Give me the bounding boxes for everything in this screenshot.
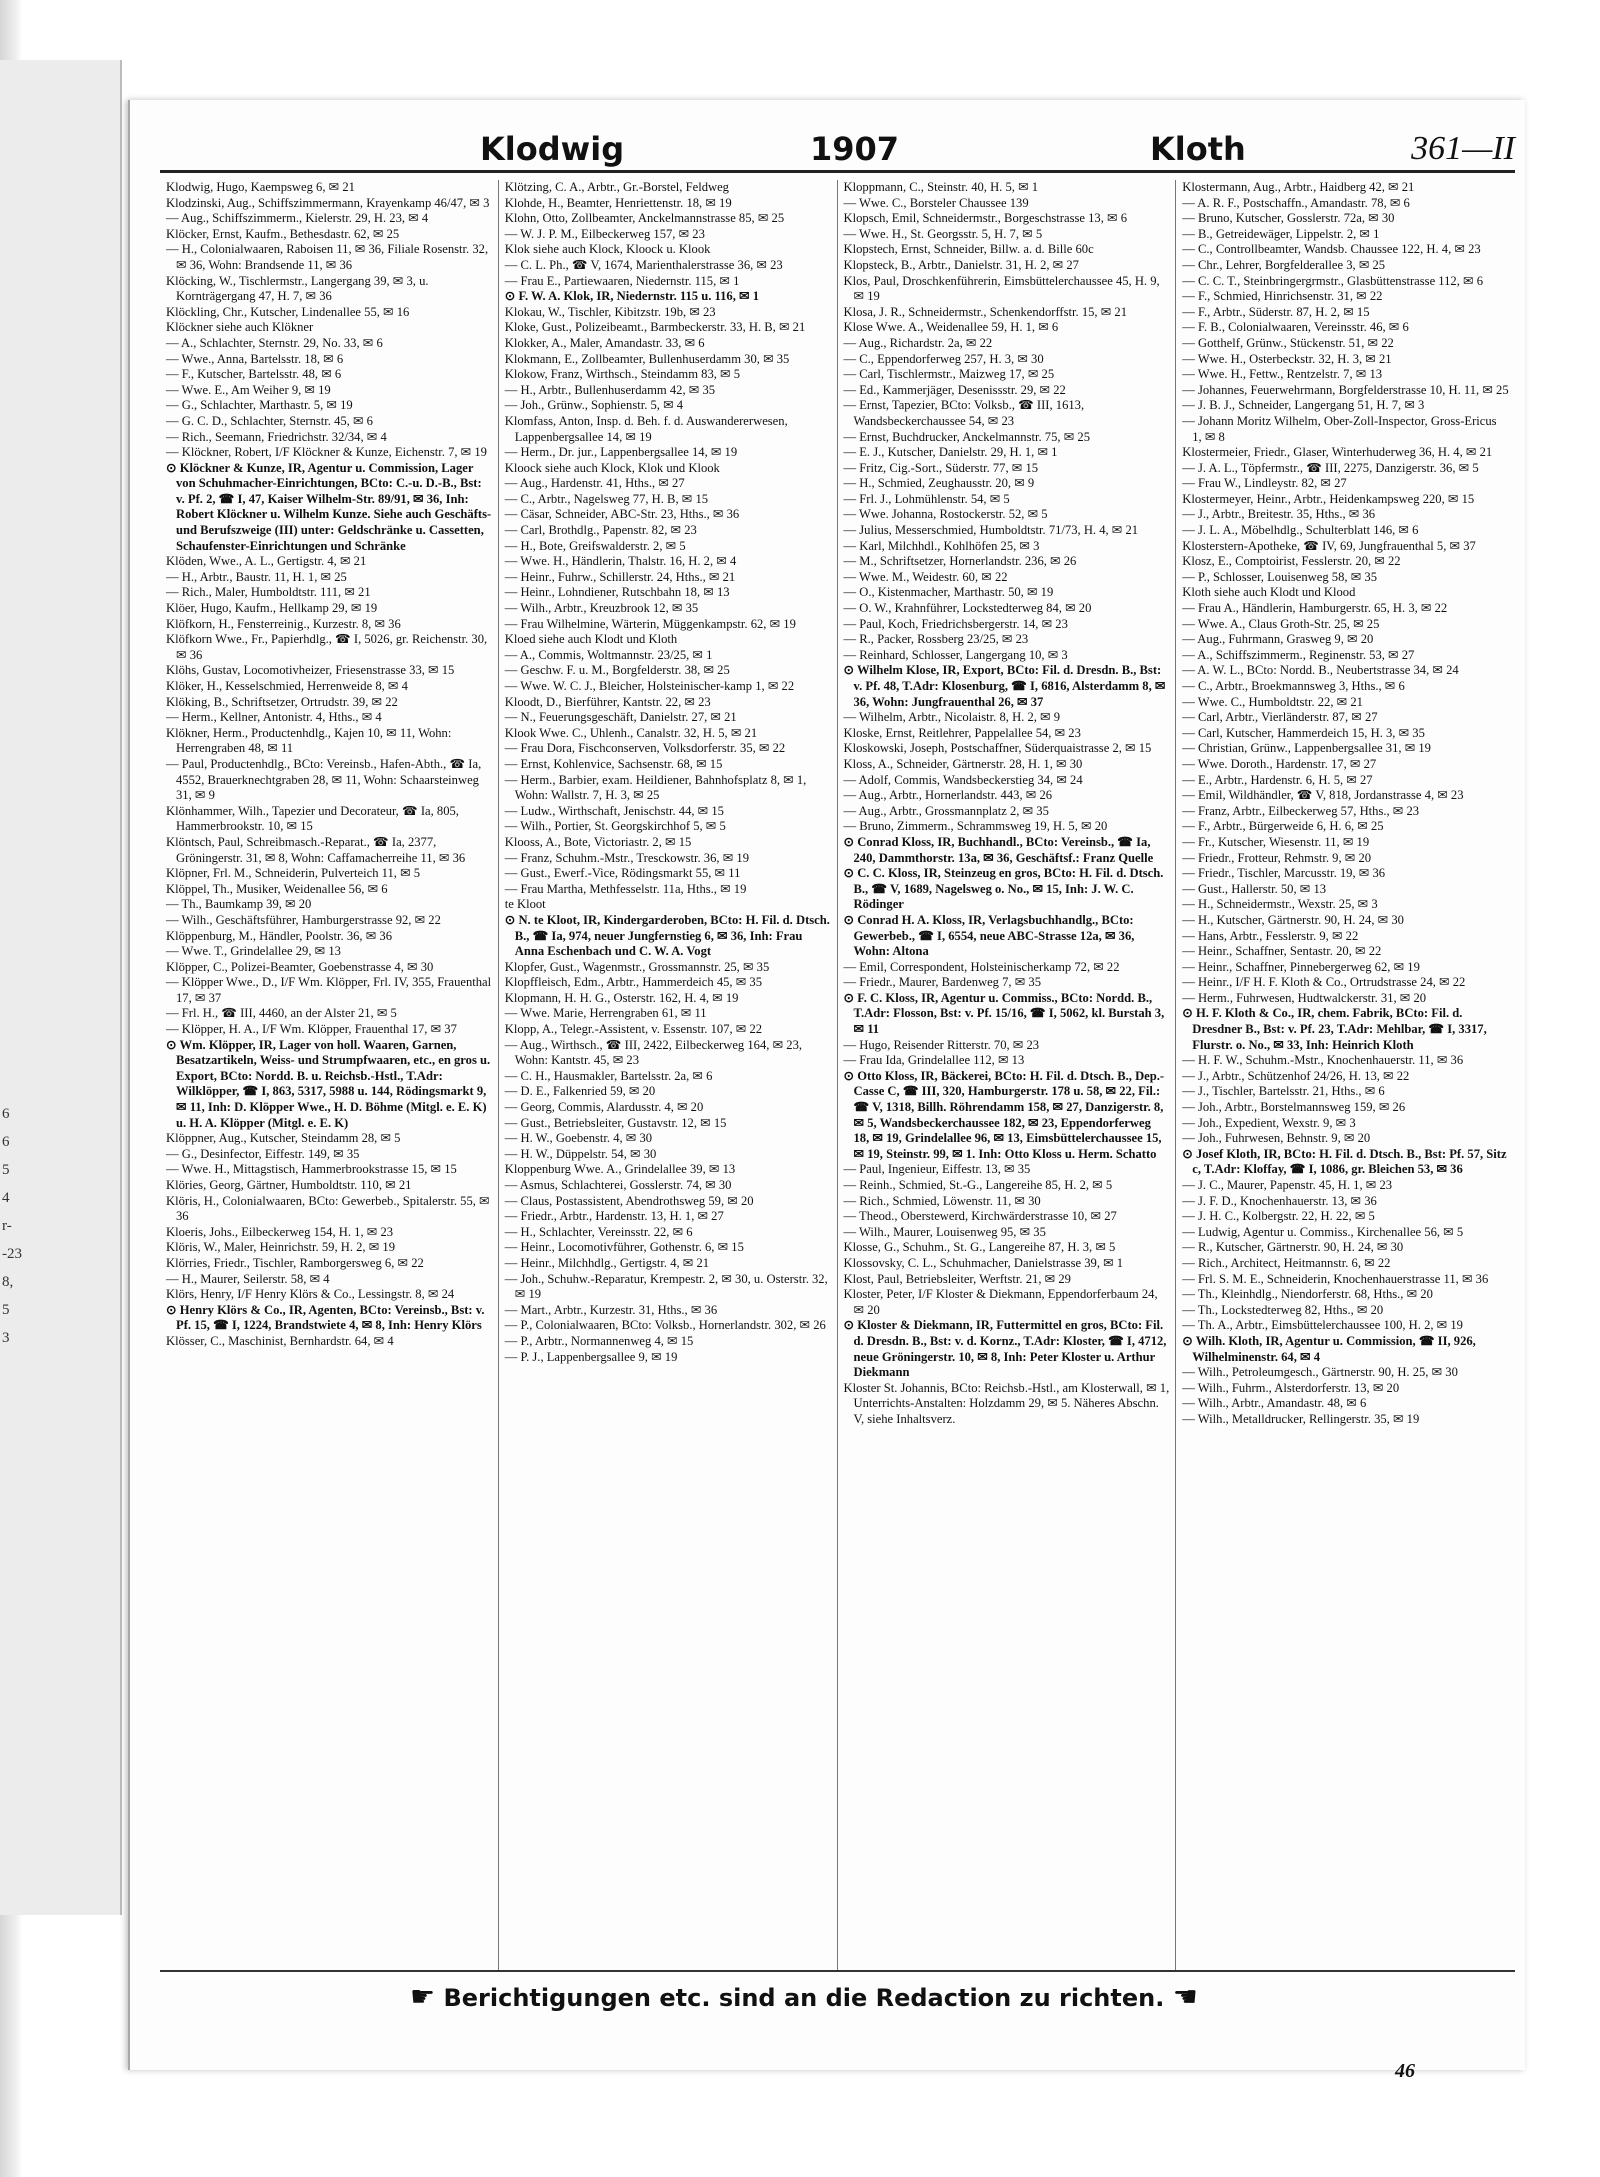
directory-entry: — Gust., Hallerstr. 50, ✉ 13 <box>1182 881 1327 896</box>
directory-entry: — Franz, Arbtr., Eilbeckerweg 57, Hths., ✉ 23 <box>1182 803 1420 818</box>
directory-entry: — A., Commis, Woltmannstr. 23/25, ✉ 1 <box>504 647 713 662</box>
margin-fragment: -23 <box>2 1246 22 1262</box>
directory-entry: Klöer, Hugo, Kaufm., Hellkamp 29, ✉ 19 <box>166 601 378 616</box>
directory-entry: — J. C., Maurer, Papenstr. 45, H. 1, ✉ 23 <box>1182 1178 1393 1192</box>
directory-entry: — Heinr., I/F H. F. Kloth & Co., Ortrudstrasse 24, ✉ 22 <box>1182 975 1466 990</box>
margin-fragment: 3 <box>2 1330 10 1346</box>
pointing-hand-left-icon: ☛ <box>410 1980 436 2013</box>
directory-entry: — M., Schriftsetzer, Hornerlandstr. 236, ✉ 26 <box>843 554 1077 569</box>
directory-entry: Klohde, H., Beamter, Henriettenstr. 18, ✉ 19 <box>504 195 732 210</box>
directory-entry: — H., Maurer, Seilerstr. 58, ✉ 4 <box>166 1271 330 1286</box>
directory-entry: — Wwe., Anna, Bartelsstr. 18, ✉ 6 <box>166 351 344 366</box>
directory-entry: ⊙ Kloster & Diekmann, IR, Futtermittel en gros, BCto: Fil. d. Dresdn. B., Bst: v. d. Kornz., T.Adr: Kloster, ☎ I, 4712, neue Gröningerstr. 10, ✉ 8, Inh: Peter Kloster u. Arthur Diekmann <box>843 1318 1167 1380</box>
directory-entry: — Wwe. H., Mittagstisch, Hammerbrookstrasse 15, ✉ 15 <box>166 1162 457 1177</box>
directory-entry: Klostermeier, Friedr., Glaser, Winterhuderweg 36, H. 4, ✉ 21 <box>1182 445 1493 460</box>
directory-entry: — H. F. W., Schuhm.-Mstr., Knochenhauerstr. 11, ✉ 36 <box>1182 1053 1464 1068</box>
directory-entry: — Th., Baumkamp 39, ✉ 20 <box>166 897 312 912</box>
header-right-guide-word: Kloth <box>1150 130 1246 168</box>
directory-entry: — J. L. A., Möbelhdlg., Schulterblatt 146, ✉ 6 <box>1182 523 1419 538</box>
directory-entry: — Asmus, Schlachterei, Gosslerstr. 74, ✉ 30 <box>504 1178 732 1192</box>
directory-entry: Kloskowski, Joseph, Postschaffner, Süderquaistrasse 2, ✉ 15 <box>843 741 1152 756</box>
directory-entry: — Paul, Koch, Friedrichsbergerstr. 14, ✉ 23 <box>843 616 1068 631</box>
directory-entry: — Frl. H., ☎ III, 4460, an der Alster 21, ✉ 5 <box>166 1006 397 1021</box>
directory-entry: — Wilhelm, Arbtr., Nicolaistr. 8, H. 2, ✉ 9 <box>843 710 1061 725</box>
margin-fragment: 6 <box>2 1106 10 1122</box>
directory-entry: — Wwe. H., St. Georgsstr. 5, H. 7, ✉ 5 <box>843 226 1043 241</box>
directory-entry: — Gust., Ewerf.-Vice, Rödingsmarkt 55, ✉ 11 <box>504 866 741 881</box>
directory-entry: — Carl, Kutscher, Hammerdeich 15, H. 3, ✉ 35 <box>1182 725 1425 740</box>
directory-entry: — H. W., Goebenstr. 4, ✉ 30 <box>504 1131 653 1146</box>
directory-entry: — Bruno, Zimmerm., Schrammsweg 19, H. 5, ✉ 20 <box>843 819 1108 834</box>
entry-columns <box>160 180 1515 1972</box>
directory-entry: — J., Tischler, Bartelsstr. 21, Hths., ✉ 6 <box>1182 1084 1385 1099</box>
directory-entry: — J. A. L., Töpfermstr., ☎ III, 2275, Danzigerstr. 36, ✉ 5 <box>1182 460 1479 475</box>
directory-entry: — Aug., Fuhrmann, Grasweg 9, ✉ 20 <box>1182 632 1374 647</box>
directory-entry: Klopsch, Emil, Schneidermstr., Borgeschstrasse 13, ✉ 6 <box>843 211 1128 226</box>
directory-entry: ⊙ F. W. A. Klok, IR, Niedernstr. 115 u. 116, ✉ 1 <box>504 289 760 304</box>
directory-entry: — C. C. T., Steinbringergrmstr., Glasbüttenstrasse 112, ✉ 6 <box>1182 273 1484 288</box>
directory-entry: — Ludw., Wirthschaft, Jenischstr. 44, ✉ 15 <box>504 803 724 818</box>
directory-entry: — F., Kutscher, Bartelsstr. 48, ✉ 6 <box>166 367 342 382</box>
header-left-guide-word: Klodwig <box>480 130 625 168</box>
directory-entry: — Aug., Arbtr., Hornerlandstr. 443, ✉ 26 <box>843 788 1053 803</box>
directory-entry: — Emil, Wildhändler, ☎ V, 818, Jordanstrasse 4, ✉ 23 <box>1182 788 1464 803</box>
directory-entry: Klokau, W., Tischler, Kibitzstr. 19b, ✉ 23 <box>504 304 716 319</box>
directory-entry: — Wwe. M., Weidestr. 60, ✉ 22 <box>843 569 1008 584</box>
directory-entry: — Aug., Richardstr. 2a, ✉ 22 <box>843 335 993 350</box>
directory-entry: — Rich., Maler, Humboldtstr. 111, ✉ 21 <box>166 585 371 600</box>
directory-entry: — Paul, Productenhdlg., BCto: Vereinsb., Hafen-Abth., ☎ Ia, 4552, Brauerknechtgraben 28, ✉ 11, Wohn: Schaarsteinweg 31, ✉ 9 <box>166 756 482 803</box>
directory-entry: Klohn, Otto, Zollbeamter, Anckelmannstrasse 85, ✉ 25 <box>504 211 785 226</box>
footer-notice-text: Berichtigungen etc. sind an die Redaction zu richten. <box>443 1984 1165 2012</box>
directory-entry: ⊙ F. C. Kloss, IR, Agentur u. Commiss., BCto: Nordd. B., T.Adr: Flosson, Bst: v. Pf. 15/16, ☎ I, 5062, kl. Burstah 3, ✉ 11 <box>843 990 1165 1037</box>
directory-entry: — Mart., Arbtr., Kurzestr. 31, Hths., ✉ 36 <box>504 1302 718 1317</box>
directory-entry: ⊙ Klöckner & Kunze, IR, Agentur u. Commission, Lager von Schuhmacher-Einrichtungen, BCto: C.-u. D.-B., Bst: v. Pf. 2, ☎ I, 47, Kaiser Wilhelm-Str. 89/91, ✉ 36, Inh: Robert Klöckner u. Wilhelm Kunze. Siehe auch Geschäfts- und Berufszweige (III) unter: Geldschränke u. Cassetten, Schaufenster-Einrichtungen und Schränke <box>166 460 492 553</box>
directory-entry: — H., Schlachter, Vereinsstr. 22, ✉ 6 <box>504 1224 693 1239</box>
directory-entry: — Friedr., Arbtr., Hardenstr. 13, H. 1, ✉ 27 <box>504 1209 724 1224</box>
directory-entry: — Heinr., Locomotivführer, Gothenstr. 6, ✉ 15 <box>504 1240 744 1255</box>
directory-entry: — Friedr., Tischler, Marcusstr. 19, ✉ 36 <box>1182 866 1386 881</box>
directory-entry: — H., Arbtr., Bullenhuserdamm 42, ✉ 35 <box>504 382 716 397</box>
directory-entry: — Joh., Grünw., Sophienstr. 5, ✉ 4 <box>504 398 684 413</box>
directory-entry: — H., Arbtr., Baustr. 11, H. 1, ✉ 25 <box>166 569 347 584</box>
directory-entry: Klöcking, W., Tischlermstr., Langergang 39, ✉ 3, u. Kornträgergang 47, H. 7, ✉ 36 <box>166 273 429 304</box>
directory-entry: Klomfass, Anton, Insp. d. Beh. f. d. Auswandererwesen, Lappenbergsallee 14, ✉ 19 <box>504 413 788 444</box>
directory-entry: Klos, Paul, Droschkenführerin, Eimsbüttelerchaussee 45, H. 9, ✉ 19 <box>843 273 1160 304</box>
directory-entry: — Joh., Arbtr., Borstelmannsweg 159, ✉ 26 <box>1182 1100 1406 1115</box>
directory-entry: Klook Wwe. C., Uhlenh., Canalstr. 32, H. 5, ✉ 21 <box>504 725 758 740</box>
directory-entry: — Wilh., Arbtr., Amandastr. 48, ✉ 6 <box>1182 1396 1367 1411</box>
directory-entry: — Wilh., Arbtr., Kreuzbrook 12, ✉ 35 <box>504 601 699 616</box>
directory-entry: Kloppenburg Wwe. A., Grindelallee 39, ✉ 13 <box>504 1162 736 1177</box>
margin-fragment: 5 <box>2 1302 10 1318</box>
directory-entry: — C. L. Ph., ☎ V, 1674, Marienthalerstrasse 36, ✉ 23 <box>504 257 783 272</box>
directory-entry: — F., Schmied, Hinrichsenstr. 31, ✉ 22 <box>1182 289 1383 304</box>
directory-entry: — C., Arbtr., Broekmannsweg 3, Hths., ✉ 6 <box>1182 679 1405 693</box>
directory-entry: — D. E., Falkenried 59, ✉ 20 <box>504 1084 656 1099</box>
directory-entry: — Heinr., Milchhdlg., Gertigstr. 4, ✉ 21 <box>504 1255 710 1270</box>
margin-fragment: 5 <box>2 1162 10 1178</box>
directory-entry: — C., Controllbeamter, Wandsb. Chaussee 122, H. 4, ✉ 23 <box>1182 242 1481 257</box>
directory-entry: — J., Arbtr., Schützenhof 24/26, H. 13, ✉ 22 <box>1182 1068 1410 1083</box>
directory-entry: — Wwe. Marie, Herrengraben 61, ✉ 11 <box>504 1006 707 1021</box>
directory-entry: — E. J., Kutscher, Danielstr. 29, H. 1, ✉ 1 <box>843 445 1058 460</box>
directory-entry: Klosz, E., Comptoirist, Fesslerstr. 20, ✉ 22 <box>1182 554 1401 569</box>
directory-entry: — Wwe. T., Grindelallee 29, ✉ 13 <box>166 944 341 959</box>
directory-entry: Klöker, H., Kesselschmied, Herrenweide 8, ✉ 4 <box>166 679 408 693</box>
header-year: 1907 <box>810 130 900 168</box>
directory-entry: — Aug., Arbtr., Grossmannplatz 2, ✉ 35 <box>843 803 1049 818</box>
directory-entry: — Wwe. E., Am Weiher 9, ✉ 19 <box>166 382 331 397</box>
directory-entry: Klöppner, Aug., Kutscher, Steindamm 28, ✉ 5 <box>166 1131 401 1146</box>
directory-entry: — Karl, Milchhdl., Kohlhöfen 25, ✉ 3 <box>843 538 1040 553</box>
directory-entry: — G. C. D., Schlachter, Sternstr. 45, ✉ 6 <box>166 413 373 428</box>
directory-entry: Klostermann, Aug., Arbtr., Haidberg 42, ✉ 21 <box>1182 180 1415 194</box>
directory-entry: — Ernst, Buchdrucker, Anckelmannstr. 75, ✉ 25 <box>843 429 1090 444</box>
pointing-hand-right-icon: ☚ <box>1172 1980 1198 2013</box>
directory-entry: Klöppel, Th., Musiker, Weidenallee 56, ✉ 6 <box>166 881 388 896</box>
directory-entry: — Wilh., Geschäftsführer, Hamburgerstrasse 92, ✉ 22 <box>166 912 441 927</box>
directory-entry: — Reinhard, Schlosser, Langergang 10, ✉ 3 <box>843 647 1068 662</box>
directory-entry: — Joh., Expedient, Wexstr. 9, ✉ 3 <box>1182 1115 1356 1130</box>
directory-entry: — Wilh., Metalldrucker, Rellingerstr. 35, ✉ 19 <box>1182 1411 1420 1426</box>
directory-entry: — Frau A., Händlerin, Hamburgerstr. 65, H. 3, ✉ 22 <box>1182 601 1448 616</box>
directory-entry: — Wilh., Portier, St. Georgskirchhof 5, ✉ 5 <box>504 819 726 834</box>
directory-entry: ⊙ Wilhelm Klose, IR, Export, BCto: Fil. d. Dresdn. B., Bst: v. Pf. 48, T.Adr: Klosenburg, ☎ I, 6816, Alsterdamm 8, ✉ 36, Wohn: Jungfrauenthal 26, ✉ 37 <box>843 663 1166 709</box>
directory-entry: Klost, Paul, Betriebsleiter, Werftstr. 21, ✉ 29 <box>843 1271 1071 1286</box>
directory-entry: — Heinr., Lohndiener, Rutschbahn 18, ✉ 13 <box>504 585 730 600</box>
directory-entry: — Th. A., Arbtr., Eimsbüttelerchaussee 100, H. 2, ✉ 19 <box>1182 1318 1463 1333</box>
directory-entry: — Hugo, Reisender Ritterstr. 70, ✉ 23 <box>843 1037 1040 1052</box>
directory-entry: — J. B. J., Schneider, Langergang 51, H. 7, ✉ 3 <box>1182 398 1425 413</box>
directory-entry: Klodwig, Hugo, Kaempsweg 6, ✉ 21 <box>166 180 355 194</box>
directory-entry: Klokow, Franz, Wirthsch., Steindamm 83, ✉ 5 <box>504 367 741 382</box>
margin-fragment: 4 <box>2 1190 10 1206</box>
directory-entry: — H., Schmied, Zeughausstr. 20, ✉ 9 <box>843 476 1035 491</box>
directory-entry: — R., Kutscher, Gärtnerstr. 90, H. 24, ✉ 30 <box>1182 1240 1404 1255</box>
directory-entry: — J. H. C., Kolbergstr. 22, H. 22, ✉ 5 <box>1182 1209 1375 1224</box>
directory-entry: ⊙ Conrad H. A. Kloss, IR, Verlagsbuchhandlg., BCto: Gewerbeb., ☎ I, 6554, neue ABC-Strasse 12a, ✉ 36, Wohn: Altona <box>843 912 1135 959</box>
directory-entry: — Th., Kleinhdlg., Niendorferstr. 68, Hths., ✉ 20 <box>1182 1287 1433 1302</box>
directory-entry: Klörries, Friedr., Tischler, Ramborgersweg 6, ✉ 22 <box>166 1255 424 1270</box>
directory-entry: Klopffleisch, Edm., Arbtr., Hammerdeich 45, ✉ 35 <box>504 975 762 990</box>
directory-entry: Klosterstern-Apotheke, ☎ IV, 69, Jungfrauenthal 5, ✉ 37 <box>1182 538 1476 553</box>
directory-entry: — Christian, Grünw., Lappenbergsallee 31, ✉ 19 <box>1182 741 1431 756</box>
directory-entry: — A. W. L., BCto: Nordd. B., Neubertstrasse 34, ✉ 24 <box>1182 663 1459 678</box>
directory-entry: Kloeris, Johs., Eilbeckerweg 154, H. 1, ✉ 23 <box>166 1224 394 1239</box>
margin-fragment: 6 <box>2 1134 10 1150</box>
directory-entry: — Gotthelf, Grünw., Stückenstr. 51, ✉ 22 <box>1182 335 1394 350</box>
margin-fragment: r- <box>2 1218 12 1234</box>
directory-entry: — F., Arbtr., Süderstr. 87, H. 2, ✉ 15 <box>1182 304 1370 319</box>
previous-page-edge <box>0 60 122 1915</box>
directory-entry: — Herm., Dr. jur., Lappenbergsallee 14, ✉ 19 <box>504 445 738 460</box>
directory-entry: — Johannes, Feuerwehrmann, Borgfelderstrasse 10, H. 11, ✉ 25 <box>1182 382 1509 397</box>
directory-entry: ⊙ H. F. Kloth & Co., IR, chem. Fabrik, BCto: Fil. d. Dresdner B., Bst: v. Pf. 23, T.Adr: Mehlbar, ☎ I, 3317, Flurstr. o. No., ✉ 33, Inh: Heinrich Kloth <box>1182 1006 1487 1052</box>
directory-entry: — H. W., Düppelstr. 54, ✉ 30 <box>504 1146 657 1161</box>
directory-entry: Klosse, G., Schuhm., St. G., Langereihe 87, H. 3, ✉ 5 <box>843 1240 1116 1255</box>
directory-entry: — F., Arbtr., Bürgerweide 6, H. 6, ✉ 25 <box>1182 819 1384 834</box>
directory-entry: Klöries, Georg, Gärtner, Humboldtstr. 110, ✉ 21 <box>166 1178 412 1192</box>
directory-entry: — H., Bote, Greifswalderstr. 2, ✉ 5 <box>504 538 686 553</box>
directory-entry: Klörs, Henry, I/F Henry Klörs & Co., Lessingstr. 8, ✉ 24 <box>166 1287 455 1302</box>
directory-entry: Klöppenburg, M., Händler, Poolstr. 36, ✉ 36 <box>166 928 392 943</box>
directory-entry: Klopmann, H. H. G., Osterstr. 162, H. 4, ✉ 19 <box>504 990 739 1005</box>
directory-entry: — E., Arbtr., Hardenstr. 6, H. 5, ✉ 27 <box>1182 772 1373 787</box>
directory-entry: — Wwe. H., Fettw., Rentzelstr. 7, ✉ 13 <box>1182 367 1383 382</box>
directory-entry: — Wilh., Fuhrm., Alsterdorferstr. 13, ✉ 20 <box>1182 1380 1400 1395</box>
directory-entry: Klöris, W., Maler, Heinrichstr. 59, H. 2, ✉ 19 <box>166 1240 396 1255</box>
directory-entry: — C., Arbtr., Nagelsweg 77, H. B, ✉ 15 <box>504 491 709 506</box>
directory-entry: — Friedr., Maurer, Bardenweg 7, ✉ 35 <box>843 975 1042 990</box>
previous-page-fragments <box>2 1100 22 1352</box>
directory-entry: Klöris, H., Colonialwaaren, BCto: Gewerbeb., Spitalerstr. 55, ✉ 36 <box>166 1193 490 1224</box>
directory-entry: Kloth siehe auch Klodt und Klood <box>1182 585 1356 600</box>
running-header <box>160 130 1515 173</box>
directory-entry: — G., Schlachter, Marthastr. 5, ✉ 19 <box>166 398 353 413</box>
directory-entry: — Ernst, Tapezier, BCto: Volksb., ☎ III, 1613, Wandsbeckerchaussee 54, ✉ 23 <box>843 398 1085 428</box>
directory-entry: — O., Kistenmacher, Marthastr. 50, ✉ 19 <box>843 585 1054 600</box>
directory-entry: — G., Desinfector, Eiffestr. 149, ✉ 35 <box>166 1146 360 1161</box>
directory-entry: — Ernst, Kohlenvice, Sachsenstr. 68, ✉ 15 <box>504 756 723 771</box>
directory-entry: Klossovsky, C. L., Schuhmacher, Danielstrasse 39, ✉ 1 <box>843 1255 1124 1270</box>
directory-entry: Klose Wwe. A., Weidenallee 59, H. 1, ✉ 6 <box>843 320 1059 335</box>
column-3 <box>838 180 1177 1970</box>
directory-entry: — Carl, Brothdlg., Papenstr. 82, ✉ 23 <box>504 523 697 538</box>
directory-entry: Klöfkorn Wwe., Fr., Papierhdlg., ☎ I, 5026, gr. Reichenstr. 30, ✉ 36 <box>166 632 488 662</box>
directory-entry: — Wwe. A., Claus Groth-Str. 25, ✉ 25 <box>1182 616 1380 631</box>
directory-entry: — Frau Wilhelmine, Wärterin, Müggenkampstr. 62, ✉ 19 <box>504 616 796 631</box>
directory-entry: — Frau Martha, Methfesselstr. 11a, Hths., ✉ 19 <box>504 881 747 896</box>
directory-entry: — Herm., Barbier, exam. Heildiener, Bahnhofsplatz 8, ✉ 1, Wohn: Wallstr. 7, H. 3, ✉ 25 <box>504 772 807 803</box>
directory-entry: — Ed., Kammerjäger, Desenissstr. 29, ✉ 22 <box>843 382 1066 397</box>
directory-entry: — B., Getreidewäger, Lippelstr. 2, ✉ 1 <box>1182 226 1380 241</box>
directory-entry: ⊙ C. C. Kloss, IR, Steinzeug en gros, BCto: H. Fil. d. Dtsch. B., ☎ V, 1689, Nagelsweg o. No., ✉ 15, Inh: J. W. C. Rödinger <box>843 866 1164 912</box>
directory-entry: — F. B., Colonialwaaren, Vereinsstr. 46, ✉ 6 <box>1182 320 1409 335</box>
directory-entry: — Klöpper, H. A., I/F Wm. Klöpper, Frauenthal 17, ✉ 37 <box>166 1022 457 1037</box>
directory-entry: — P., Schlosser, Louisenweg 58, ✉ 35 <box>1182 569 1377 584</box>
directory-entry: Klopp, A., Telegr.-Assistent, v. Essenstr. 107, ✉ 22 <box>504 1022 763 1037</box>
directory-entry: — O. W., Krahnführer, Lockstedterweg 84, ✉ 20 <box>843 601 1092 616</box>
directory-entry: — Theod., Oberstewerd, Kirchwärderstrasse 10, ✉ 27 <box>843 1209 1117 1224</box>
directory-entry: Klooss, A., Bote, Victoriastr. 2, ✉ 15 <box>504 834 692 849</box>
margin-fragment: 8, <box>2 1274 14 1290</box>
directory-entry: — Wwe. Doroth., Hardenstr. 17, ✉ 27 <box>1182 756 1377 771</box>
directory-entry: — A. R. F., Postschaffn., Amandastr. 78, ✉ 6 <box>1182 195 1410 210</box>
column-1 <box>160 180 499 1970</box>
directory-entry: — Rich., Architect, Heitmannstr. 6, ✉ 22 <box>1182 1255 1391 1270</box>
directory-entry: — Hans, Arbtr., Fesslerstr. 9, ✉ 22 <box>1182 928 1359 943</box>
directory-entry: — Frl. S. M. E., Schneiderin, Knochenhauerstrasse 11, ✉ 36 <box>1182 1271 1489 1286</box>
directory-entry: Kloster St. Johannis, BCto: Reichsb.-Hstl., am Klosterwall, ✉ 1, Unterrichts-Anstalten: Holzdamm 29, ✉ 5. Näheres Abschn. V, siehe Inhaltsverz. <box>843 1380 1170 1426</box>
directory-entry: — Fritz, Cig.-Sort., Süderstr. 77, ✉ 15 <box>843 460 1039 475</box>
directory-entry: — Wwe. H., Osterbeckstr. 32, H. 3, ✉ 21 <box>1182 351 1392 366</box>
directory-entry: — P., Arbtr., Normannenweg 4, ✉ 15 <box>504 1333 694 1348</box>
directory-entry: Klöden, Wwe., A. L., Gertigstr. 4, ✉ 21 <box>166 554 367 569</box>
directory-entry: — Julius, Messerschmied, Humboldtstr. 71/73, H. 4, ✉ 21 <box>843 523 1139 538</box>
directory-entry: — R., Packer, Rossberg 23/25, ✉ 23 <box>843 632 1029 647</box>
directory-entry: — Frau E., Partiewaaren, Niedernstr. 115, ✉ 1 <box>504 273 740 288</box>
directory-entry: — Frau Dora, Fischconserven, Volksdorferstr. 35, ✉ 22 <box>504 741 786 756</box>
directory-entry: — Gust., Betriebsleiter, Gustavstr. 12, ✉ 15 <box>504 1115 727 1130</box>
directory-entry: Klopstech, Ernst, Schneider, Billw. a. d. Bille 60c <box>843 242 1094 257</box>
directory-entry: — J. F. D., Knochenhauerstr. 13, ✉ 36 <box>1182 1193 1377 1208</box>
directory-entry: Klöpner, Frl. M., Schneiderin, Pulverteich 11, ✉ 5 <box>166 866 421 881</box>
directory-entry: — W. J. P. M., Eilbeckerweg 157, ✉ 23 <box>504 226 705 241</box>
directory-entry: — Klöckner, Robert, I/F Klöckner & Kunze, Eichenstr. 7, ✉ 19 <box>166 445 487 460</box>
directory-entry: — Paul, Ingenieur, Eiffestr. 13, ✉ 35 <box>843 1162 1031 1177</box>
directory-entry: — Herm., Fuhrwesen, Hudtwalckerstr. 31, ✉ 20 <box>1182 990 1427 1005</box>
directory-entry: — Klöpper Wwe., D., I/F Wm. Klöpper, Frl. IV, 355, Frauenthal 17, ✉ 37 <box>166 975 492 1005</box>
directory-entry: — Heinr., Schaffner, Pinnebergerweg 62, ✉ 19 <box>1182 959 1420 974</box>
directory-entry: Kloppmann, C., Steinstr. 40, H. 5, ✉ 1 <box>843 180 1039 194</box>
directory-entry: — Johann Moritz Wilhelm, Ober-Zoll-Inspector, Gross-Ericus 1, ✉ 8 <box>1182 413 1497 444</box>
directory-entry: — Aug., Hardenstr. 41, Hths., ✉ 27 <box>504 476 685 491</box>
directory-entry: — Wwe. C., Borsteler Chaussee 139 <box>843 195 1029 210</box>
directory-entry: — Wwe. Johanna, Rostockerstr. 52, ✉ 5 <box>843 507 1048 522</box>
directory-entry: — Wilh., Maurer, Louisenweg 95, ✉ 35 <box>843 1224 1046 1239</box>
directory-entry: Klöking, B., Schriftsetzer, Ortrudstr. 39, ✉ 22 <box>166 694 398 709</box>
directory-entry: — Franz, Schuhm.-Mstr., Tresckowstr. 36, ✉ 19 <box>504 850 749 865</box>
directory-entry: — Friedr., Frotteur, Rehmstr. 9, ✉ 20 <box>1182 850 1372 865</box>
directory-entry: — J., Arbtr., Breitestr. 35, Hths., ✉ 36 <box>1182 507 1376 522</box>
directory-entry: — Aug., Schiffszimmerm., Kielerstr. 29, H. 23, ✉ 4 <box>166 211 429 226</box>
directory-entry: ⊙ Wm. Klöpper, IR, Lager von holl. Waaren, Garnen, Besatzartikeln, Weiss- und Strumpfwaaren, etc., en gros u. Export, BCto: Nordd. B. u. Reichsb.-Hstl., T.Adr: Wilklöpper, ☎ I, 863, 5317, 5988 u. 144, Rödingsmarkt 9, ✉ 11, Inh: D. Klöpper Wwe., H. D. Böhme (Mitgl. e. E. K) u. H. A. Klöpper (Mitgl. e. E. K) <box>166 1037 491 1130</box>
directory-entry: Klodzinski, Aug., Schiffszimmermann, Krayenkamp 46/47, ✉ 3 <box>166 195 490 210</box>
directory-entry: — Frau Ida, Grindelallee 112, ✉ 13 <box>843 1053 1025 1068</box>
directory-entry: — Joh., Schuhw.-Reparatur, Krempestr. 2, ✉ 30, u. Osterstr. 32, ✉ 19 <box>504 1271 828 1302</box>
directory-entry: Klökner, Herm., Productenhdlg., Kajen 10, ✉ 11, Wohn: Herrengraben 48, ✉ 11 <box>166 725 452 756</box>
directory-page <box>128 100 1525 2082</box>
directory-entry: — Reinh., Schmied, St.-G., Langereihe 85, H. 2, ✉ 5 <box>843 1178 1113 1192</box>
directory-entry: — Heinr., Schaffner, Sentastr. 20, ✉ 22 <box>1182 944 1382 959</box>
directory-entry: ⊙ Conrad Kloss, IR, Buchhandl., BCto: Vereinsb., ☎ Ia, 240, Dammthorstr. 13a, ✉ 36, Geschäftsf.: Franz Quelle <box>843 834 1154 865</box>
directory-entry: — H., Kutscher, Gärtnerstr. 90, H. 24, ✉ 30 <box>1182 912 1404 927</box>
directory-entry: — Herm., Kellner, Antonistr. 4, Hths., ✉ 4 <box>166 710 382 725</box>
directory-entry: Klöhs, Gustav, Locomotivheizer, Friesenstrasse 33, ✉ 15 <box>166 663 455 678</box>
directory-entry: — Rich., Seemann, Friedrichstr. 32/34, ✉ 4 <box>166 429 387 444</box>
directory-entry: ⊙ Henry Klörs & Co., IR, Agenten, BCto: Vereinsb., Bst: v. Pf. 15, ☎ I, 1224, Brandstwiete 4, ✉ 8, Inh: Henry Klörs <box>166 1302 485 1333</box>
directory-entry: Klöntsch, Paul, Schreibmasch.-Reparat., ☎ Ia, 2377, Gröningerstr. 31, ✉ 8, Wohn: Caffamacherreihe 11, ✉ 36 <box>166 834 466 865</box>
directory-entry: — C. H., Hausmakler, Bartelsstr. 2a, ✉ 6 <box>504 1068 713 1083</box>
directory-entry: Klöpper, C., Polizei-Beamter, Goebenstrasse 4, ✉ 30 <box>166 959 434 974</box>
directory-entry: ⊙ Wilh. Kloth, IR, Agentur u. Commission, ☎ II, 926, Wilhelminenstr. 64, ✉ 4 <box>1182 1333 1476 1364</box>
directory-entry: te Kloot <box>504 897 546 912</box>
directory-entry: ⊙ Josef Kloth, IR, BCto: H. Fil. d. Dtsch. B., Bst: Pf. 57, Sitz c, T.Adr: Kloffay, ☎ I, 1086, gr. Bleichen 53, ✉ 36 <box>1182 1146 1507 1177</box>
directory-entry: — A., Schiffszimmerm., Reginenstr. 53, ✉ 27 <box>1182 647 1415 662</box>
footer-notice <box>410 1980 1198 2013</box>
directory-entry: Kloske, Ernst, Reitlehrer, Pappelallee 54, ✉ 23 <box>843 725 1081 740</box>
directory-entry: — Fr., Kutscher, Wiesenstr. 11, ✉ 19 <box>1182 834 1370 849</box>
directory-entry: — Heinr., Fuhrw., Schillerstr. 24, Hths., ✉ 21 <box>504 569 736 584</box>
directory-entry: Klöfkorn, H., Fensterreinig., Kurzestr. 8, ✉ 36 <box>166 616 401 631</box>
sheet-number: 46 <box>1395 2060 1415 2082</box>
directory-entry: — Claus, Postassistent, Abendrothsweg 59, ✉ 20 <box>504 1193 754 1208</box>
directory-entry: — Adolf, Commis, Wandsbeckerstieg 34, ✉ 24 <box>843 772 1083 787</box>
directory-entry: ⊙ N. te Kloot, IR, Kindergarderoben, BCto: H. Fil. d. Dtsch. B., ☎ Ia, 974, neuer Jungfernstieg 6, ✉ 36, Inh: Frau Anna Eschenbach und C. W. A. Vogt <box>504 912 830 959</box>
directory-entry: Klopfer, Gust., Wagenmstr., Grossmannstr. 25, ✉ 35 <box>504 959 770 974</box>
directory-entry: Klokker, A., Maler, Amandastr. 33, ✉ 6 <box>504 335 705 350</box>
directory-entry: Klösser, C., Maschinist, Bernhardstr. 64, ✉ 4 <box>166 1333 394 1348</box>
column-2 <box>499 180 838 1970</box>
directory-entry: — Wwe. C., Humboldtstr. 22, ✉ 21 <box>1182 694 1363 709</box>
directory-entry: Kloock siehe auch Klock, Klok und Klook <box>504 460 720 475</box>
directory-entry: — Ludwig, Agentur u. Commiss., Kirchenallee 56, ✉ 5 <box>1182 1224 1464 1239</box>
directory-entry: Klöckner siehe auch Klökner <box>166 320 314 335</box>
directory-entry: — Emil, Correspondent, Holsteinischerkamp 72, ✉ 22 <box>843 959 1120 974</box>
directory-entry: Klostermeyer, Heinr., Arbtr., Heidenkampsweg 220, ✉ 15 <box>1182 491 1475 506</box>
directory-entry: — Wilh., Petroleumgesch., Gärtnerstr. 90, H. 25, ✉ 30 <box>1182 1365 1458 1380</box>
directory-entry: Kloodt, D., Bierführer, Kantstr. 22, ✉ 23 <box>504 694 711 709</box>
directory-entry: — Frau W., Lindleystr. 82, ✉ 27 <box>1182 476 1347 491</box>
directory-entry: Klok siehe auch Klock, Kloock u. Klook <box>504 242 711 257</box>
directory-entry: — C., Eppendorferweg 257, H. 3, ✉ 30 <box>843 351 1044 366</box>
directory-entry: — Wwe. W. C. J., Bleicher, Holsteinischer-kamp 1, ✉ 22 <box>504 679 795 693</box>
directory-entry: — Carl, Tischlermstr., Maizweg 17, ✉ 25 <box>843 367 1055 382</box>
directory-entry: — Carl, Arbtr., Vierländerstr. 87, ✉ 27 <box>1182 710 1378 725</box>
directory-entry: — N., Feuerungsgeschäft, Danielstr. 27, ✉ 21 <box>504 710 737 725</box>
directory-entry: Klöcker, Ernst, Kaufm., Bethesdastr. 62, ✉ 25 <box>166 226 400 241</box>
directory-entry: Klokmann, E., Zollbeamter, Bullenhuserdamm 30, ✉ 35 <box>504 351 790 366</box>
column-4 <box>1176 180 1515 1970</box>
directory-entry: Klopsteck, B., Arbtr., Danielstr. 31, H. 2, ✉ 27 <box>843 257 1079 272</box>
directory-entry: Klosa, J. R., Schneidermstr., Schenkendorffstr. 15, ✉ 21 <box>843 304 1128 319</box>
directory-entry: — H., Schneidermstr., Wexstr. 25, ✉ 3 <box>1182 897 1378 912</box>
directory-entry: — Georg, Commis, Alardusstr. 4, ✉ 20 <box>504 1100 704 1115</box>
directory-entry: — Chr., Lehrer, Borgfelderallee 3, ✉ 25 <box>1182 257 1386 272</box>
directory-entry: Kloke, Gust., Polizeibeamt., Barmbeckerstr. 33, H. B, ✉ 21 <box>504 320 806 335</box>
directory-entry: — Geschw. F. u. M., Borgfelderstr. 38, ✉ 25 <box>504 663 730 678</box>
directory-entry: — Rich., Schmied, Löwenstr. 11, ✉ 30 <box>843 1193 1041 1208</box>
directory-entry: — Cäsar, Schneider, ABC-Str. 23, Hths., ✉ 36 <box>504 507 740 522</box>
directory-entry: — P., Colonialwaaren, BCto: Volksb., Hornerlandstr. 302, ✉ 26 <box>504 1318 826 1333</box>
directory-entry: Klönhammer, Wilh., Tapezier und Decorateur, ☎ Ia, 805, Hammerbrookstr. 10, ✉ 15 <box>166 803 459 834</box>
directory-entry: — Aug., Wirthsch., ☎ III, 2422, Eilbeckerweg 164, ✉ 23, Wohn: Kantstr. 45, ✉ 23 <box>504 1037 803 1068</box>
directory-entry: Klötzing, C. A., Arbtr., Gr.-Borstel, Feldweg <box>504 180 729 194</box>
directory-entry: — Frl. J., Lohmühlenstr. 54, ✉ 5 <box>843 491 1010 506</box>
directory-entry: ⊙ Otto Kloss, IR, Bäckerei, BCto: H. Fil. d. Dtsch. B., Dep.-Casse C, ☎ III, 320, Hamburgerstr. 178 u. 58, ✉ 22, Fil.: ☎ V, 1318, Billh. Röhrendamm 158, ✉ 27, Danzigerstr. 8, ✉ 5, Wandsbeckerchaussee 182, ✉ 23, Eppendorferweg 18, ✉ 19, Grindelallee 96, ✉ 13, Eimsbüttelerchaussee 15, ✉ 19, Steinstr. 99, ✉ 1. Inh: Otto Kloss u. Herm. Schatto <box>843 1068 1165 1161</box>
directory-entry: — P. J., Lappenbergsallee 9, ✉ 19 <box>504 1349 678 1364</box>
directory-entry: — Wwe. H., Händlerin, Thalstr. 16, H. 2, ✉ 4 <box>504 554 737 569</box>
directory-entry: — Bruno, Kutscher, Gosslerstr. 72a, ✉ 30 <box>1182 211 1395 226</box>
directory-entry: — A., Schlachter, Sternstr. 29, No. 33, ✉ 6 <box>166 335 383 350</box>
directory-entry: — Th., Lockstedterweg 82, Hths., ✉ 20 <box>1182 1302 1384 1317</box>
header-page-number: 361—II <box>1411 130 1515 167</box>
directory-entry: — Joh., Fuhrwesen, Behnstr. 9, ✉ 20 <box>1182 1131 1371 1146</box>
directory-entry: Kloster, Peter, I/F Kloster & Diekmann, Eppendorferbaum 24, ✉ 20 <box>843 1287 1158 1317</box>
directory-entry: — H., Colonialwaaren, Raboisen 11, ✉ 36, Filiale Rosenstr. 32, ✉ 36, Wohn: Brandsende 11, ✉ 36 <box>166 242 489 272</box>
directory-entry: Kloss, A., Schneider, Gärtnerstr. 28, H. 1, ✉ 30 <box>843 756 1083 771</box>
directory-entry: Klöckling, Chr., Kutscher, Lindenallee 55, ✉ 16 <box>166 304 410 319</box>
directory-entry: Kloed siehe auch Klodt und Kloth <box>504 632 678 647</box>
